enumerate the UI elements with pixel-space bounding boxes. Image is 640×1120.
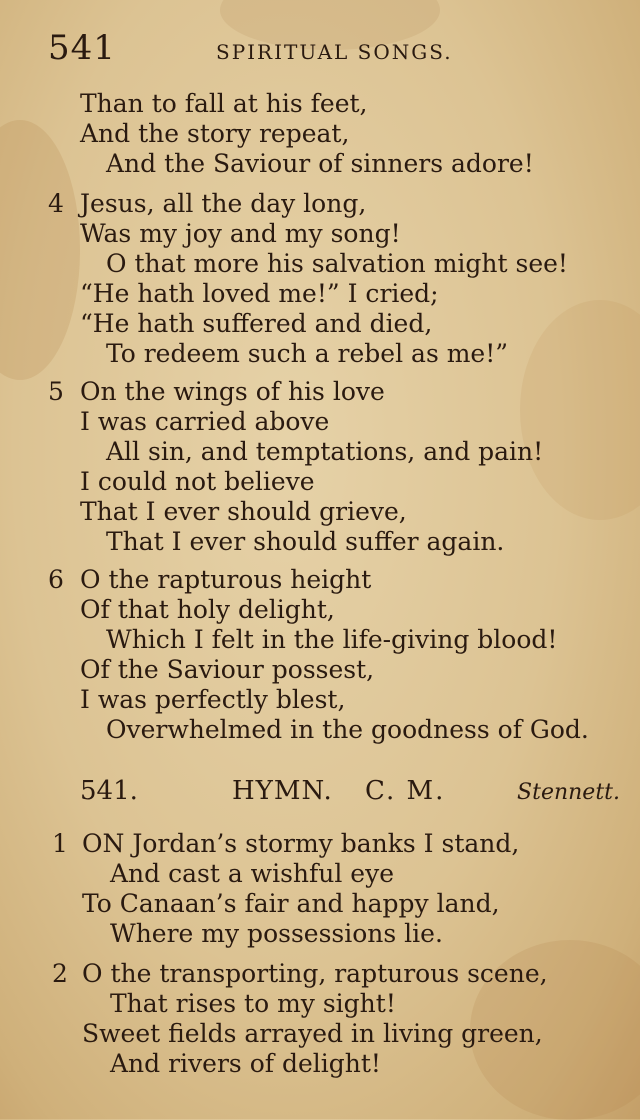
verse-line: I could not believe (80, 467, 315, 496)
verse-line: Of the Saviour possest, (80, 655, 375, 684)
verse-line: O the rapturous height (80, 565, 372, 594)
hymn-heading (80, 776, 620, 812)
verse-line: Jesus, all the day long, (80, 189, 367, 218)
verse-line: Overwhelmed in the goodness of God. (106, 715, 589, 744)
hymn-number: 541. (80, 776, 138, 806)
verse-line: To Canaan’s fair and happy land, (82, 889, 500, 918)
paper-stain (0, 120, 80, 380)
verse-line: Sweet fields arrayed in living green, (82, 1019, 543, 1048)
verse-line: “He hath loved me!” I cried; (80, 279, 439, 308)
stanza-number: 2 (52, 959, 68, 988)
verse-line: Where my possessions lie. (110, 919, 443, 948)
verse-line: All sin, and temptations, and pain! (106, 437, 544, 466)
verse-line: Which I felt in the life-giving blood! (106, 625, 558, 654)
verse-line: On the wings of his love (80, 377, 385, 406)
verse-line: And rivers of delight! (110, 1049, 381, 1078)
hymn-author: Stennett. (517, 780, 620, 805)
verse-line: And the Saviour of sinners adore! (106, 149, 534, 178)
verse-line: Was my joy and my song! (80, 219, 401, 248)
stanza-number: 6 (48, 565, 64, 594)
verse-line: I was perfectly blest, (80, 685, 346, 714)
verse-line: Than to fall at his feet, (80, 89, 368, 118)
verse-line: That I ever should suffer again. (106, 527, 505, 556)
page-number: 541 (48, 28, 116, 68)
verse-line: O the transporting, rapturous scene, (82, 959, 548, 988)
running-title: SPIRITUAL SONGS. (216, 40, 453, 64)
stanza-number: 5 (48, 377, 64, 406)
verse-line: And the story repeat, (80, 119, 350, 148)
verse-line: O that more his salvation might see! (106, 249, 568, 278)
verse-line: And cast a wishful eye (110, 859, 395, 888)
verse-line: I was carried above (80, 407, 330, 436)
paper-stain (520, 300, 640, 520)
verse-line: That I ever should grieve, (80, 497, 407, 526)
verse-line: That rises to my sight! (110, 989, 396, 1018)
stanza-number: 1 (52, 829, 68, 858)
stanza-number: 4 (48, 189, 64, 218)
hymn-meter: C. M. (365, 776, 446, 806)
verse-line: “He hath suffered and died, (80, 309, 433, 338)
page-header (48, 28, 608, 68)
hymn-type: HYMN. (232, 776, 333, 806)
verse-line: Of that holy delight, (80, 595, 335, 624)
verse-line: To redeem such a rebel as me!” (106, 339, 509, 368)
verse-line: ON Jordan’s stormy banks I stand, (82, 829, 520, 858)
